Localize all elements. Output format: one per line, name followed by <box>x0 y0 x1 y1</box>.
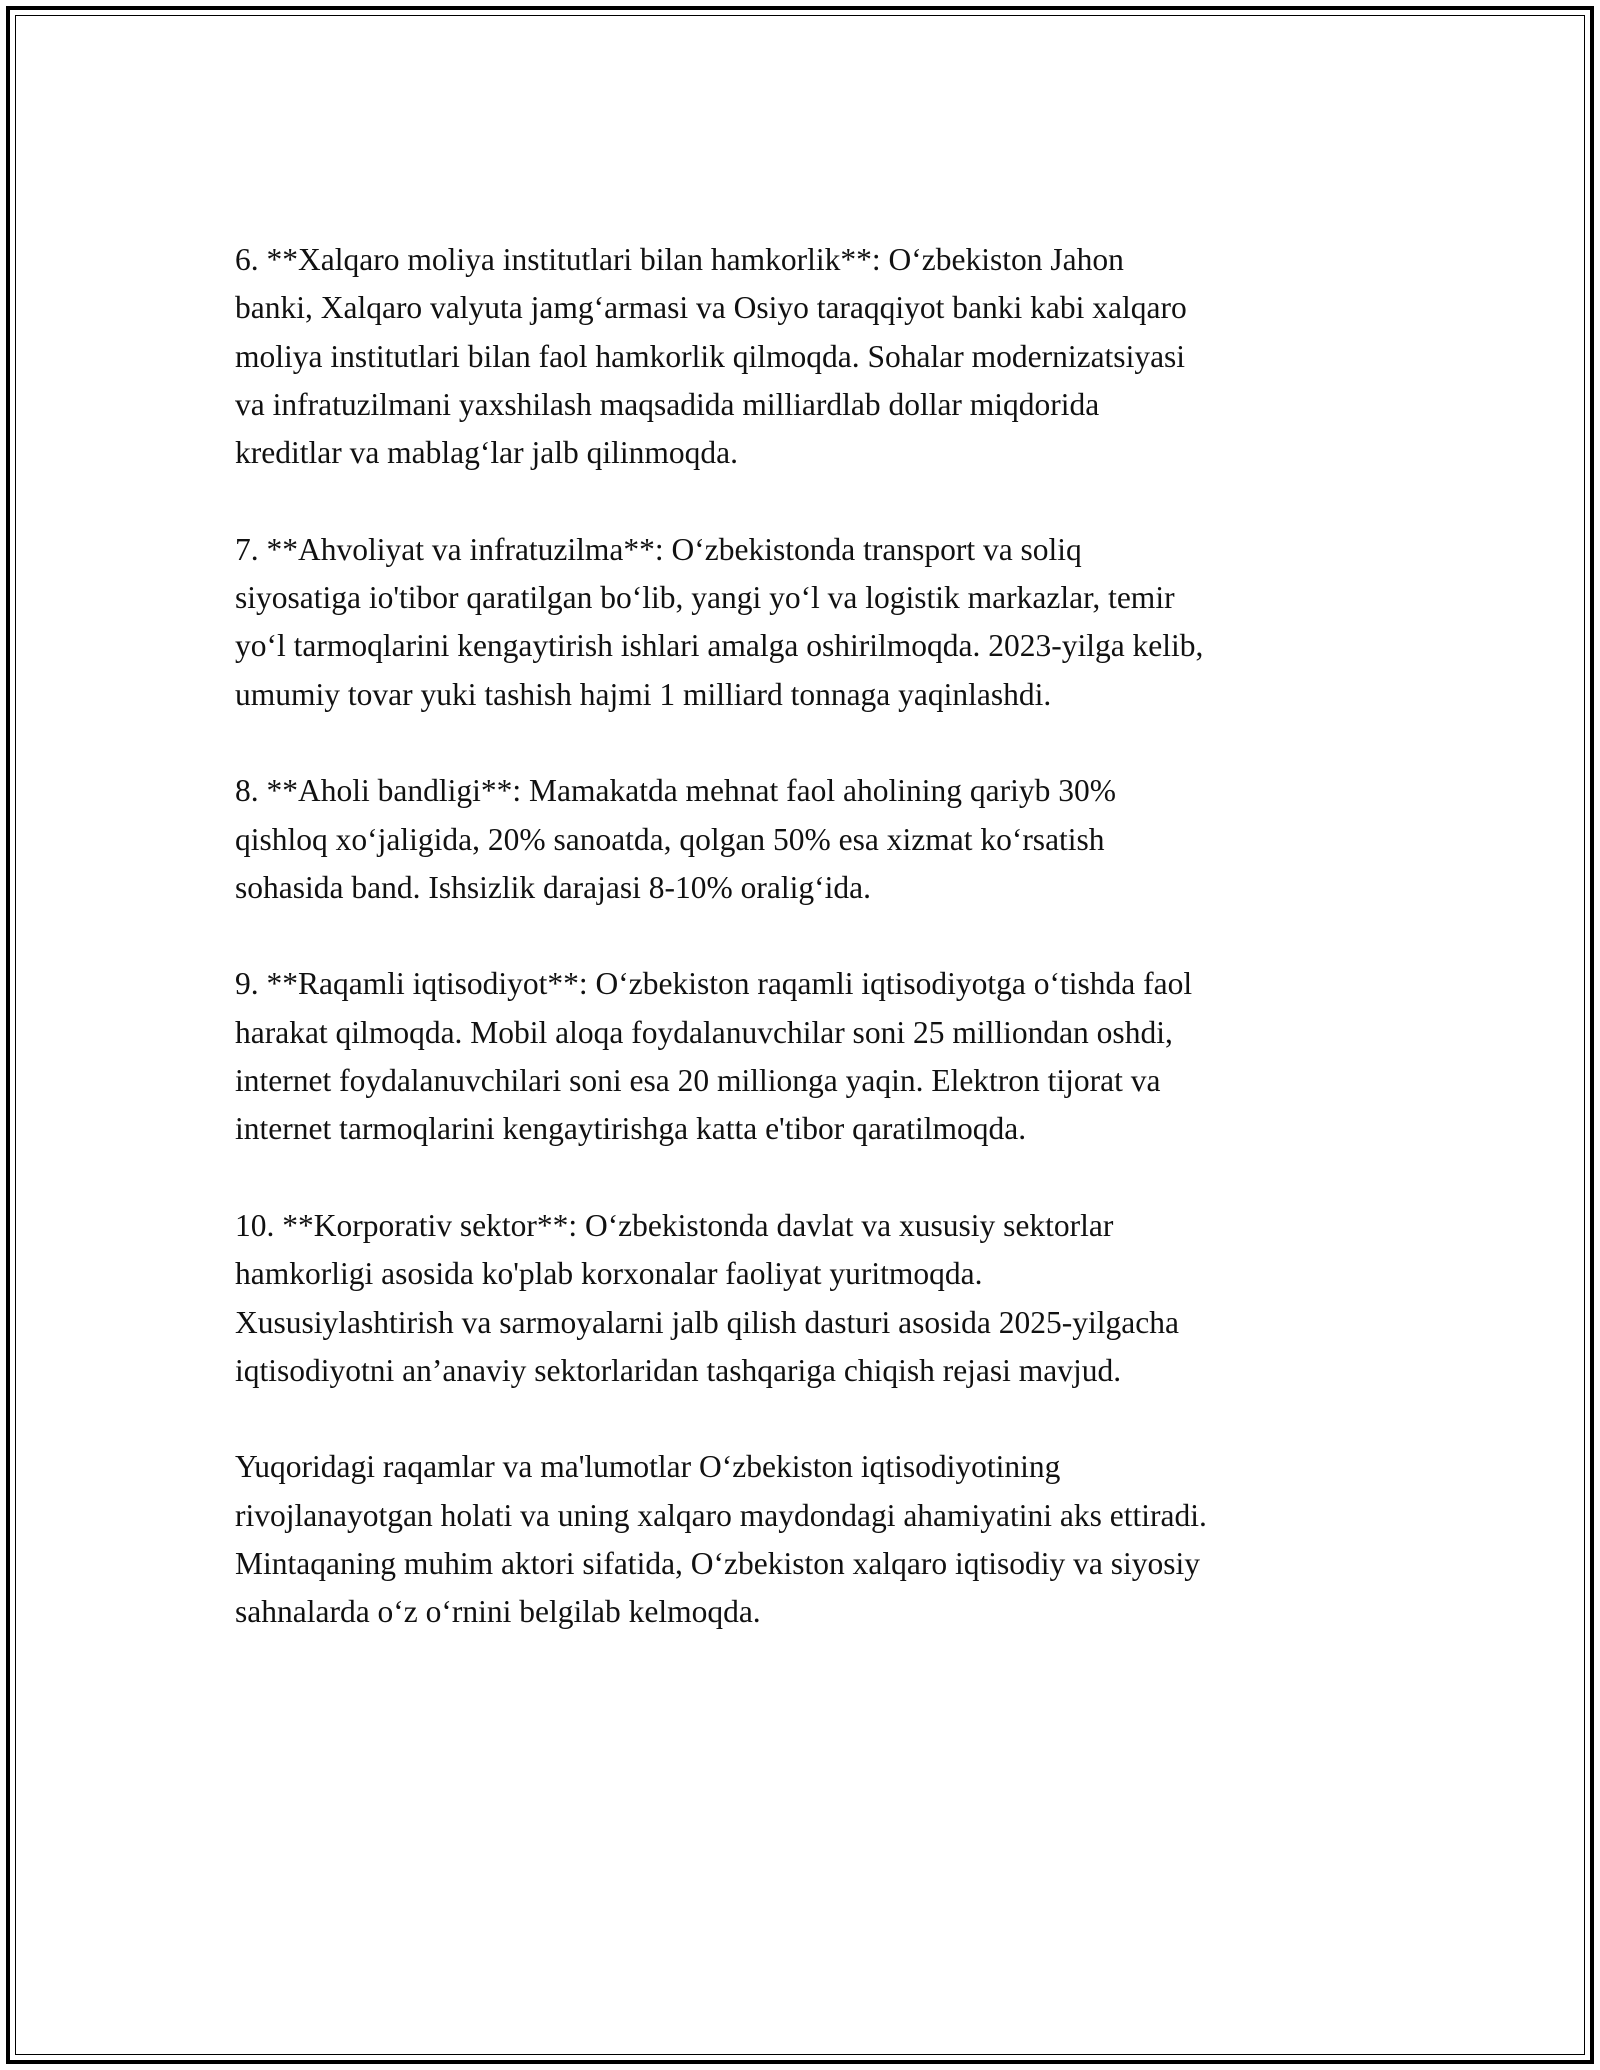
paragraph-infrastructure: 7. **Ahvoliyat va infratuzilma**: O‘zbekistonda transport va soliq siyosatiga io'tibor qaratilgan bo‘lib, yangi yo‘l va logistik markazlar, temir yo‘l tarmoqlarini kengaytirish ishlari amalga oshirilmoqda. 2023-yilga kelib, umumiy tovar yuki tashish hajmi 1 milliard tonnaga yaqinlashdi. <box>235 531 1204 712</box>
paragraph-corporate-sector: 10. **Korporativ sektor**: O‘zbekistonda davlat va xususiy sektorlar hamkorligi asosida ko'plab korxonalar faoliyat yuritmoqda. Xususiylashtirish va sarmoyalarni jalb qilish dasturi asosida 2025-yilgacha iqtisodiyotni an’anaviy sektorlaridan tashqariga chiqish rejasi mavjud. <box>235 1207 1179 1388</box>
paragraph-international-finance: 6. **Xalqaro moliya institutlari bilan hamkorlik**: O‘zbekiston Jahon banki, Xalqaro valyuta jamg‘armasi va Osiyo taraqqiyot banki kabi xalqaro moliya institutlari bilan faol hamkorlik qilmoqda. Sohalar modernizatsiyasi va infratuzilmani yaxshilash maqsadida milliardlab dollar miqdorida kreditlar va mablag‘lar jalb qilinmoqda. <box>235 242 1187 471</box>
paragraph-employment: 8. **Aholi bandligi**: Mamakatda mehnat faol aholining qariyb 30% qishloq xo‘jaligida, 20% sanoatda, qolgan 50% esa xizmat ko‘rsatish sohasida band. Ishsizlik darajasi 8-10% oralig‘ida. <box>235 773 1116 905</box>
document-body <box>235 236 1375 1685</box>
paragraph-conclusion: Yuqoridagi raqamlar va ma'lumotlar O‘zbekiston iqtisodiyotining rivojlanayotgan holati va uning xalqaro maydondagi ahamiyatini aks ettiradi. Mintaqaning muhim aktori sifatida, O‘zbekiston xalqaro iqtisodiy va siyosiy sahnalarda o‘z o‘rnini belgilab kelmoqda. <box>235 1449 1207 1630</box>
paragraph-digital-economy: 9. **Raqamli iqtisodiyot**: O‘zbekiston raqamli iqtisodiyotga o‘tishda faol harakat qilmoqda. Mobil aloqa foydalanuvchilar soni 25 milliondan oshdi, internet foydalanuvchilari soni esa 20 millionga yaqin. Elektron tijorat va internet tarmoqlarini kengaytirishga katta e'tibor qaratilmoqda. <box>235 966 1193 1147</box>
